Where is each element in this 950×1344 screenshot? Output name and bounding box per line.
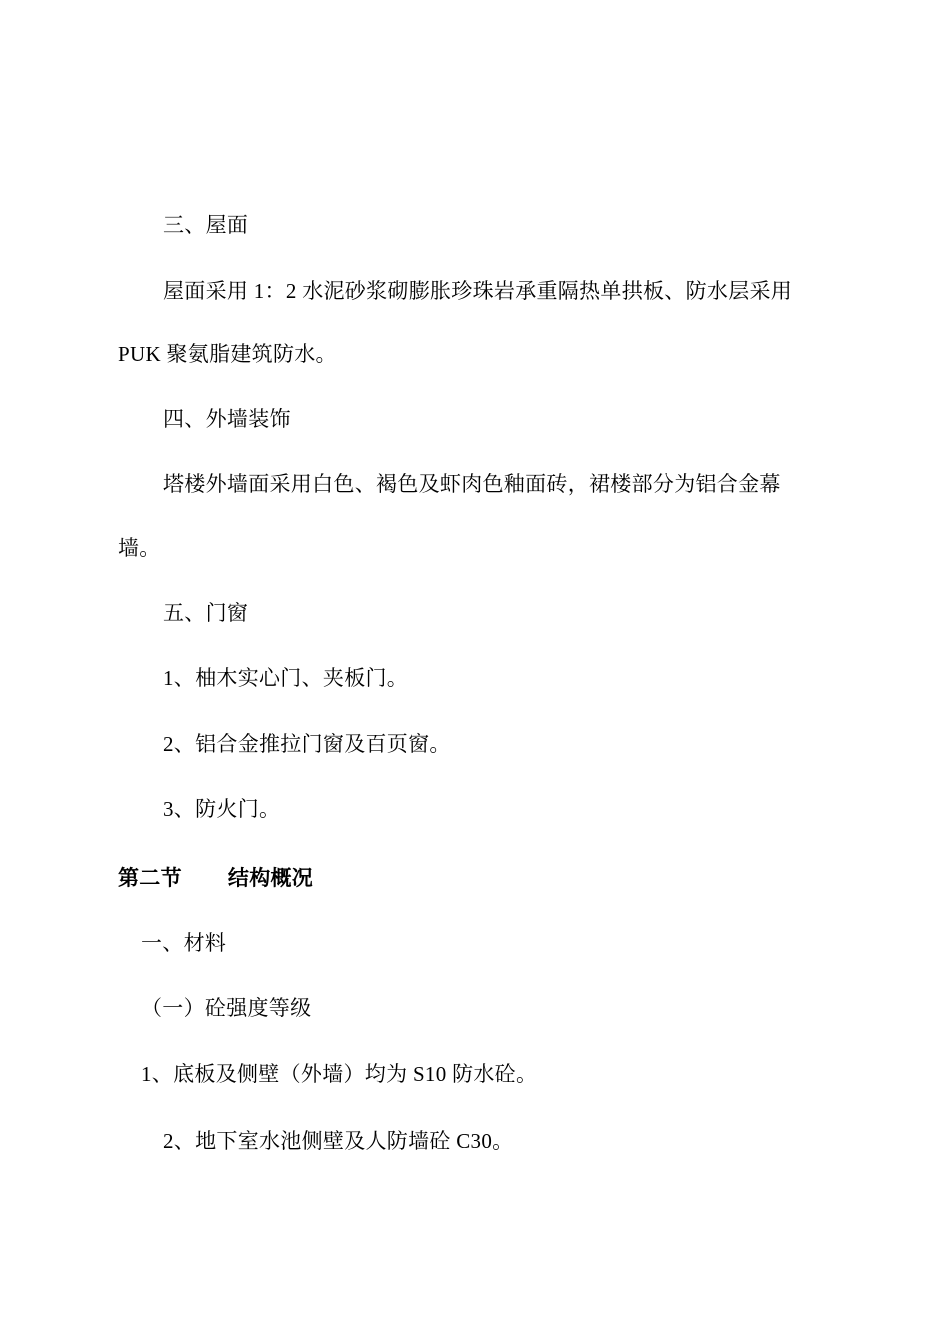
wall-paragraph-line-1: 塔楼外墙面采用白色、褐色及虾肉色釉面砖，裙楼部分为铝合金幕 xyxy=(163,472,781,496)
wall-heading: 四、外墙装饰 xyxy=(163,407,291,431)
section-heading xyxy=(118,864,313,892)
door-item: 2、铝合金推拉门窗及百页窗。 xyxy=(163,732,451,756)
section-number: 第二节 xyxy=(118,866,182,890)
concrete-item: 1、底板及侧壁（外墙）均为 S10 防水砼。 xyxy=(141,1062,538,1086)
concrete-item: 2、地下室水池侧壁及人防墙砼 C30。 xyxy=(163,1129,514,1153)
section-title: 结构概况 xyxy=(227,866,314,890)
material-heading: 一、材料 xyxy=(141,931,227,955)
roof-paragraph-line-2: PUK 聚氨脂建筑防水。 xyxy=(118,342,337,366)
roof-heading: 三、屋面 xyxy=(163,213,249,237)
roof-paragraph-line-1: 屋面采用 1：2 水泥砂浆砌膨胀珍珠岩承重隔热单拱板、防水层采用 xyxy=(163,279,793,303)
concrete-strength-heading: （一）砼强度等级 xyxy=(141,996,312,1020)
door-window-heading: 五、门窗 xyxy=(163,601,249,625)
door-item: 3、防火门。 xyxy=(163,797,281,821)
wall-paragraph-line-2: 墙。 xyxy=(118,536,161,560)
door-item: 1、柚木实心门、夹板门。 xyxy=(163,666,409,690)
